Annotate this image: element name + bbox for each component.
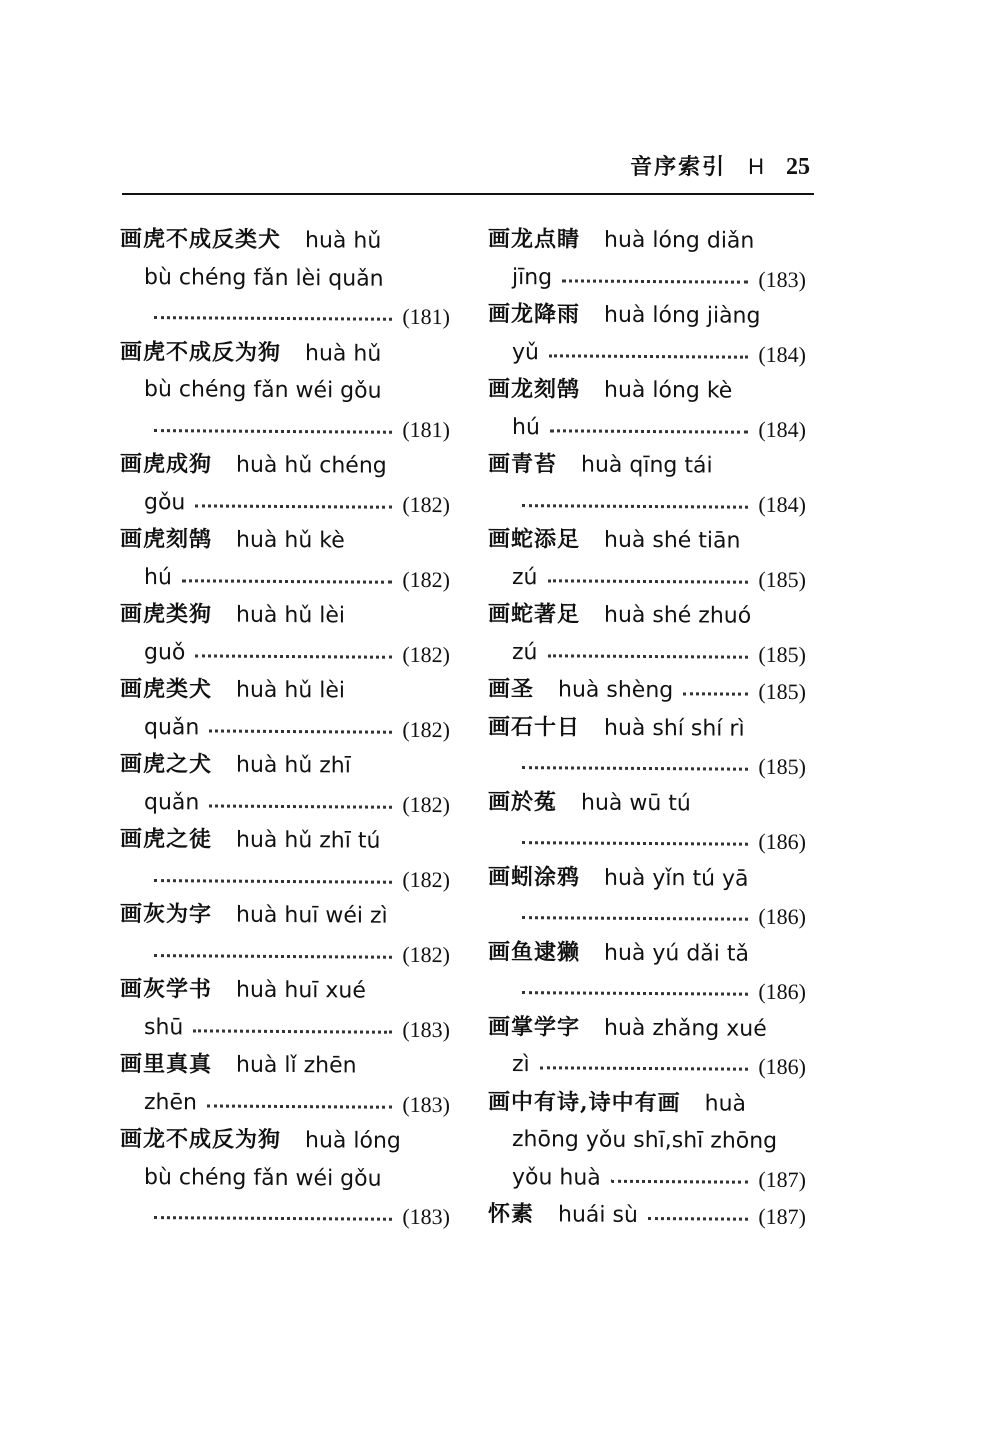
entry-line	[120, 1083, 450, 1123]
entry-line	[488, 371, 806, 411]
index-entry	[120, 896, 450, 973]
entry-line	[488, 1008, 806, 1048]
entry-line	[120, 558, 450, 598]
entry-pinyin: huà lóng jiàng	[604, 302, 761, 329]
entry-line	[488, 1083, 806, 1123]
dot-leader	[154, 879, 392, 884]
entry-line	[488, 408, 806, 448]
entry-pinyin: huà huī wéi zì	[236, 902, 388, 929]
dot-leader	[154, 954, 392, 959]
dot-leader	[209, 729, 392, 733]
index-entry	[488, 1083, 806, 1198]
entry-headword: 画虎刻鹄	[120, 525, 213, 553]
header-rule	[122, 193, 814, 195]
entry-line	[120, 596, 450, 636]
page-reference: (187)	[758, 1166, 806, 1192]
entry-line	[120, 1121, 450, 1161]
entry-headword: 画中有诗,诗中有画	[488, 1088, 681, 1116]
entry-pinyin: huà lóng diǎn	[604, 227, 755, 254]
index-entry	[488, 858, 806, 935]
entry-headword: 画虎之徒	[120, 825, 213, 853]
dot-leader	[648, 1217, 748, 1221]
index-entry	[120, 446, 450, 523]
entry-pinyin: bù chéng fǎn lèi quǎn	[144, 264, 384, 292]
entry-pinyin: huà lóng kè	[604, 377, 733, 404]
entry-headword: 画龙刻鹄	[488, 375, 581, 403]
entry-pinyin: huà shí shí rì	[604, 715, 745, 742]
entry-headword: 画灰学书	[120, 975, 213, 1003]
entry-headword: 画虎之犬	[120, 750, 213, 778]
entry-line	[488, 933, 806, 973]
entry-line	[120, 858, 450, 898]
entry-pinyin: guǒ	[144, 639, 186, 665]
entry-line	[120, 1046, 450, 1086]
entry-pinyin: yǒu huà	[512, 1164, 601, 1191]
entry-line	[120, 1008, 450, 1048]
entry-pinyin: zhēn	[144, 1089, 197, 1115]
entry-line	[488, 971, 806, 1011]
dot-leader	[522, 766, 748, 771]
page-reference: (186)	[758, 1053, 806, 1080]
entry-pinyin: huà qīng tái	[581, 452, 713, 479]
entry-pinyin: huà shé zhuó	[604, 602, 752, 629]
index-entry	[488, 708, 806, 785]
entry-line	[120, 633, 450, 673]
entry-pinyin: huà yǐn tú yā	[604, 865, 749, 892]
entry-line	[488, 671, 806, 711]
entry-line	[120, 746, 450, 786]
entry-pinyin: shū	[144, 1014, 184, 1040]
page-reference: (183)	[402, 1091, 450, 1117]
entry-line	[120, 708, 450, 748]
entry-pinyin: bù chéng fǎn wéi gǒu	[144, 1164, 382, 1192]
entry-line	[488, 296, 806, 336]
entry-line	[488, 821, 806, 861]
entry-headword: 画蚓涂鸦	[488, 863, 581, 891]
page-reference: (184)	[758, 416, 806, 442]
entry-headword: 画鱼逮獭	[488, 938, 581, 966]
index-title: 音序索引	[630, 154, 727, 180]
entry-pinyin: huà hǔ chéng	[236, 452, 387, 479]
entry-headword: 画石十日	[488, 713, 581, 741]
dot-leader	[207, 1104, 392, 1108]
index-entry	[120, 221, 450, 336]
dot-leader	[522, 504, 748, 509]
entry-line	[488, 708, 806, 748]
entry-pinyin: huà shé tiān	[604, 527, 741, 554]
dot-leader	[154, 316, 392, 321]
entry-headword: 画里真真	[120, 1050, 213, 1078]
page-reference: (183)	[402, 1016, 450, 1042]
page-reference: (185)	[758, 566, 806, 592]
entry-pinyin: zú	[512, 639, 538, 665]
entry-pinyin: zhōng yǒu shī,shī zhōng	[512, 1127, 778, 1154]
entry-line	[488, 896, 806, 936]
index-entry	[120, 1046, 450, 1123]
index-entry	[488, 596, 806, 673]
index-entry	[488, 671, 806, 711]
page-reference: (182)	[402, 866, 450, 892]
entry-line	[488, 446, 806, 486]
entry-pinyin: huà hǔ	[305, 228, 382, 254]
entry-headword: 画虎不成反类犬	[120, 225, 282, 253]
entry-line	[488, 1046, 806, 1086]
entry-headword: 画虎不成反为狗	[120, 338, 282, 366]
entry-line	[488, 1196, 806, 1236]
entry-headword: 画蛇添足	[488, 525, 581, 553]
entry-headword: 画掌学字	[488, 1013, 581, 1041]
dot-leader	[209, 804, 392, 808]
entry-line	[120, 896, 450, 936]
entry-headword: 画龙降雨	[488, 300, 581, 328]
entry-line	[488, 596, 806, 636]
entry-line	[488, 783, 806, 823]
index-entry	[120, 746, 450, 823]
index-entry	[488, 221, 806, 298]
dot-leader	[540, 1067, 749, 1071]
dot-leader	[548, 579, 749, 583]
entry-line	[120, 408, 450, 448]
entry-pinyin: huà hǔ	[305, 340, 382, 367]
index-entry	[488, 446, 806, 523]
page-reference: (181)	[402, 416, 450, 442]
index-entry	[488, 1008, 806, 1085]
entry-line	[120, 446, 450, 486]
entry-pinyin: huà yú dǎi tǎ	[604, 940, 749, 967]
entry-line	[488, 746, 806, 786]
entry-pinyin: huái sù	[558, 1202, 638, 1228]
entry-headword: 画虎类狗	[120, 600, 213, 628]
entry-pinyin: huà shèng	[558, 677, 674, 704]
entry-line	[120, 258, 450, 298]
index-entry	[120, 596, 450, 673]
dot-leader	[195, 654, 392, 658]
index-entry	[488, 783, 806, 860]
page-reference: (185)	[758, 641, 806, 667]
entry-pinyin: huà hǔ lèi	[236, 677, 346, 704]
page-reference: (183)	[402, 1203, 450, 1230]
entry-line	[120, 483, 450, 523]
entry-pinyin: jīng	[512, 264, 553, 290]
entry-pinyin: bù chéng fǎn wéi gǒu	[144, 377, 382, 404]
dot-leader	[522, 916, 748, 921]
dot-leader	[683, 693, 748, 696]
entry-line	[488, 258, 806, 298]
dot-leader	[182, 579, 392, 583]
entry-line	[488, 858, 806, 898]
entry-line	[120, 1158, 450, 1198]
entry-line	[120, 521, 450, 561]
entry-pinyin: gǒu	[144, 489, 186, 515]
page-reference: (187)	[758, 1203, 806, 1230]
index-entry	[488, 1196, 806, 1236]
index-entry	[488, 296, 806, 373]
dot-leader	[562, 279, 748, 283]
entry-pinyin: huà hǔ zhī	[236, 752, 351, 779]
index-entry	[120, 671, 450, 748]
entry-line	[488, 483, 806, 523]
page-reference: (182)	[402, 641, 450, 667]
entry-headword: 画圣	[488, 675, 535, 703]
entry-headword: 画於菟	[488, 788, 558, 815]
page-reference: (186)	[758, 903, 806, 930]
index-entry	[488, 521, 806, 598]
entry-line	[120, 371, 450, 411]
index-entry	[488, 371, 806, 448]
index-entry	[120, 1121, 450, 1236]
entry-pinyin: zú	[512, 564, 538, 590]
entry-headword: 画虎成狗	[120, 450, 213, 478]
entry-line	[488, 558, 806, 598]
page-reference: (182)	[402, 791, 450, 817]
entry-pinyin: huà wū tú	[581, 790, 691, 816]
page-reference: (186)	[758, 828, 806, 855]
page-reference: (182)	[402, 941, 450, 967]
index-letter: H	[748, 154, 764, 179]
page-reference: (182)	[402, 716, 450, 742]
entry-pinyin: huà hǔ lèi	[236, 602, 346, 629]
entry-line	[120, 333, 450, 373]
entry-pinyin: huà lǐ zhēn	[236, 1052, 357, 1079]
entry-headword: 画蛇著足	[488, 600, 581, 628]
index-entry	[488, 933, 806, 1010]
entry-pinyin: hú	[144, 564, 172, 590]
dot-leader	[550, 429, 748, 433]
entry-line	[488, 633, 806, 673]
index-entry	[120, 333, 450, 448]
entry-line	[488, 521, 806, 561]
entry-line	[488, 1158, 806, 1198]
page-reference: (184)	[758, 341, 806, 367]
entry-pinyin: huà hǔ zhī tú	[236, 827, 381, 854]
dot-leader	[154, 429, 392, 434]
page-reference: (184)	[758, 491, 806, 517]
right-column	[488, 221, 806, 1236]
entry-pinyin: quǎn	[144, 714, 200, 740]
entry-line	[120, 821, 450, 861]
page-reference: (185)	[758, 753, 806, 780]
entry-line	[120, 971, 450, 1011]
index-entry	[120, 821, 450, 898]
entry-pinyin: huà huī xué	[236, 977, 366, 1004]
dot-leader	[195, 504, 392, 508]
entry-pinyin: huà	[704, 1090, 747, 1117]
entry-headword: 画灰为字	[120, 900, 213, 928]
page-reference: (185)	[758, 678, 806, 705]
left-column	[120, 221, 450, 1236]
page-number: 25	[786, 154, 810, 180]
entry-line	[488, 1121, 806, 1161]
entry-line	[120, 933, 450, 973]
index-entry	[120, 521, 450, 598]
dot-leader	[549, 354, 748, 358]
entry-line	[120, 296, 450, 336]
entry-pinyin: huà hǔ kè	[236, 527, 345, 554]
entry-headword: 画龙点睛	[488, 225, 581, 253]
dot-leader	[193, 1029, 392, 1033]
entry-headword: 画龙不成反为狗	[120, 1125, 282, 1153]
entry-pinyin: quǎn	[144, 789, 200, 815]
entry-pinyin: zì	[512, 1052, 530, 1078]
index-entry	[120, 971, 450, 1048]
dot-leader	[522, 841, 748, 846]
page-reference: (182)	[402, 566, 450, 592]
entry-line	[120, 783, 450, 823]
page-reference: (181)	[402, 303, 450, 330]
entry-pinyin: yǔ	[512, 339, 539, 365]
dot-leader	[611, 1179, 749, 1183]
entry-line	[488, 333, 806, 373]
dot-leader	[522, 991, 748, 996]
entry-pinyin: huà lóng	[305, 1128, 401, 1154]
entry-headword: 怀素	[488, 1200, 535, 1228]
dot-leader	[548, 654, 749, 658]
page-reference: (182)	[402, 491, 450, 517]
entry-pinyin: huà zhǎng xué	[604, 1015, 767, 1042]
dot-leader	[154, 1216, 392, 1221]
page-reference: (186)	[758, 978, 806, 1005]
entry-headword: 画虎类犬	[120, 675, 213, 703]
entry-headword: 画青苔	[488, 450, 558, 478]
entry-line	[120, 221, 450, 261]
page-reference: (183)	[758, 266, 806, 292]
running-header	[0, 150, 810, 181]
entry-line	[120, 671, 450, 711]
entry-line	[120, 1196, 450, 1236]
entry-pinyin: hú	[512, 414, 540, 440]
entry-line	[488, 221, 806, 261]
